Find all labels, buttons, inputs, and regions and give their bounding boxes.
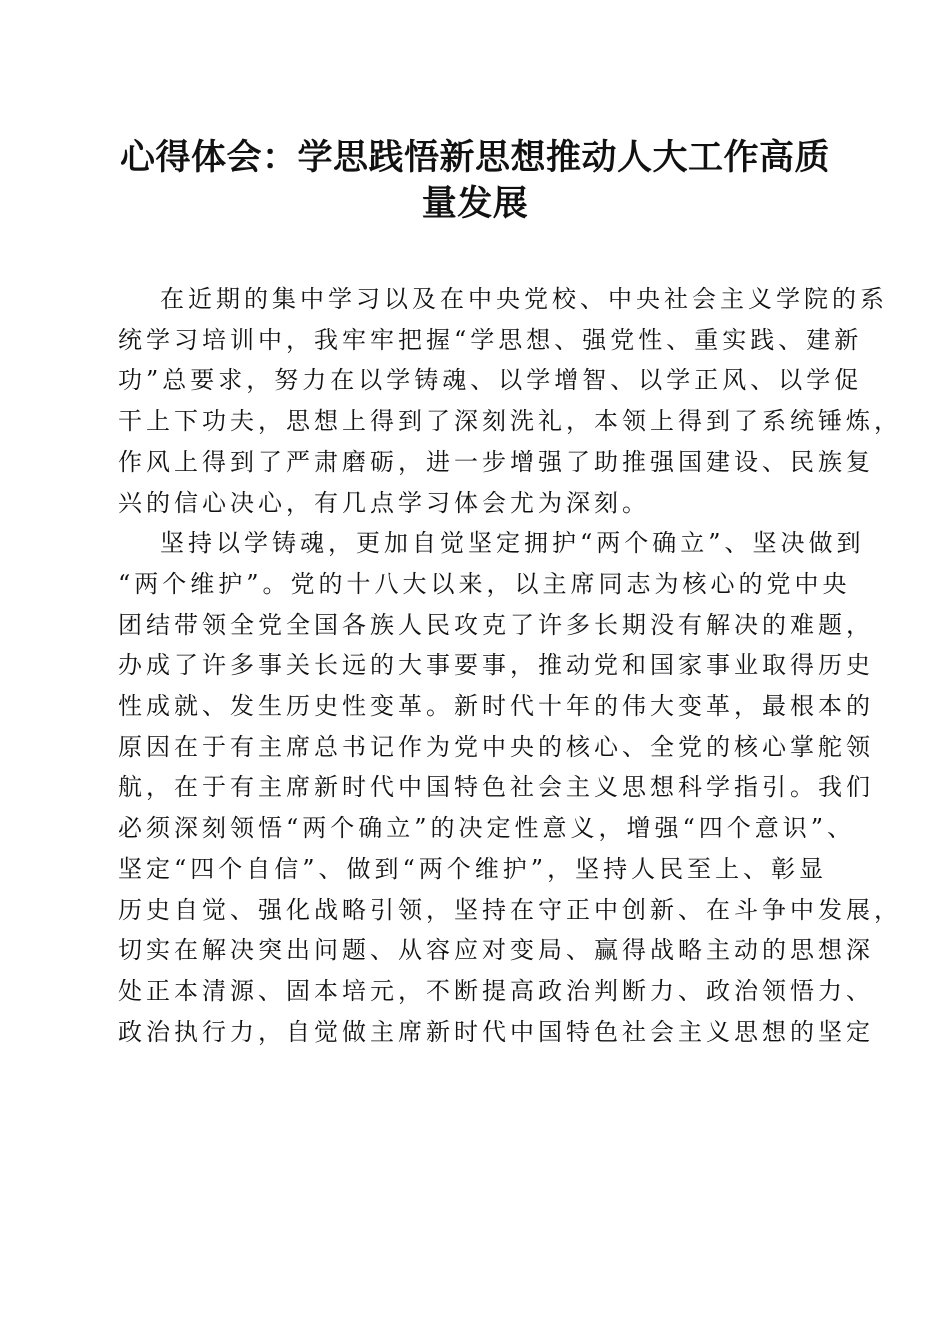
text-line: 航，在于有主席新时代中国特色社会主义思想科学指引。我们 bbox=[118, 773, 874, 802]
paragraph-1 bbox=[118, 279, 902, 523]
text-line: 坚定“四个自信”、做到“两个维护”，坚持人民至上、彰显 bbox=[118, 854, 828, 883]
paragraph-2 bbox=[118, 523, 902, 1052]
text-line: 坚持以学铸魂，更加自觉坚定拥护“两个确立”、坚决做到 bbox=[160, 529, 865, 558]
text-line: 政治执行力，自觉做主席新时代中国特色社会主义思想的坚定 bbox=[118, 1017, 874, 1046]
text-line: 必须深刻领悟“两个确立”的决定性意义，增强“四个意识”、 bbox=[118, 814, 856, 843]
text-line: “两个维护”。党的十八大以来，以主席同志为核心的党中央 bbox=[118, 569, 851, 598]
text-line: 切实在解决突出问题、从容应对变局、赢得战略主动的思想深 bbox=[118, 936, 874, 965]
text-line: 办成了许多事关长远的大事要事，推动党和国家事业取得历史 bbox=[118, 651, 874, 680]
text-line: 兴的信心决心，有几点学习体会尤为深刻。 bbox=[118, 488, 650, 517]
page-title bbox=[110, 135, 840, 227]
text-line: 处正本清源、固本培元，不断提高政治判断力、政治领悟力、 bbox=[118, 976, 874, 1005]
text-line: 原因在于有主席总书记作为党中央的核心、全党的核心掌舵领 bbox=[118, 732, 874, 761]
text-line: 功”总要求，努力在以学铸魂、以学增智、以学正风、以学促 bbox=[118, 366, 863, 395]
text-line: 历史自觉、强化战略引领，坚持在守正中创新、在斗争中发展， bbox=[118, 895, 902, 924]
article-body bbox=[118, 279, 902, 1052]
text-line: 在近期的集中学习以及在中央党校、中央社会主义学院的系 bbox=[160, 285, 888, 313]
text-line: 作风上得到了严肃磨砺，进一步增强了助推强国建设、民族复 bbox=[118, 447, 874, 476]
text-line: 干上下功夫，思想上得到了深刻洗礼，本领上得到了系统锤炼， bbox=[118, 407, 902, 436]
text-line: 统学习培训中，我牢牢把握“学思想、强党性、重实践、建新 bbox=[118, 325, 863, 354]
text-line: 团结带领全党全国各族人民攻克了许多长期没有解决的难题， bbox=[118, 610, 874, 639]
title-line-1: 心得体会：学思践悟新思想推动人大工作高质 bbox=[119, 138, 830, 178]
text-line: 性成就、发生历史性变革。新时代十年的伟大变革，最根本的 bbox=[118, 692, 874, 721]
title-line-2: 量发展 bbox=[421, 184, 529, 224]
